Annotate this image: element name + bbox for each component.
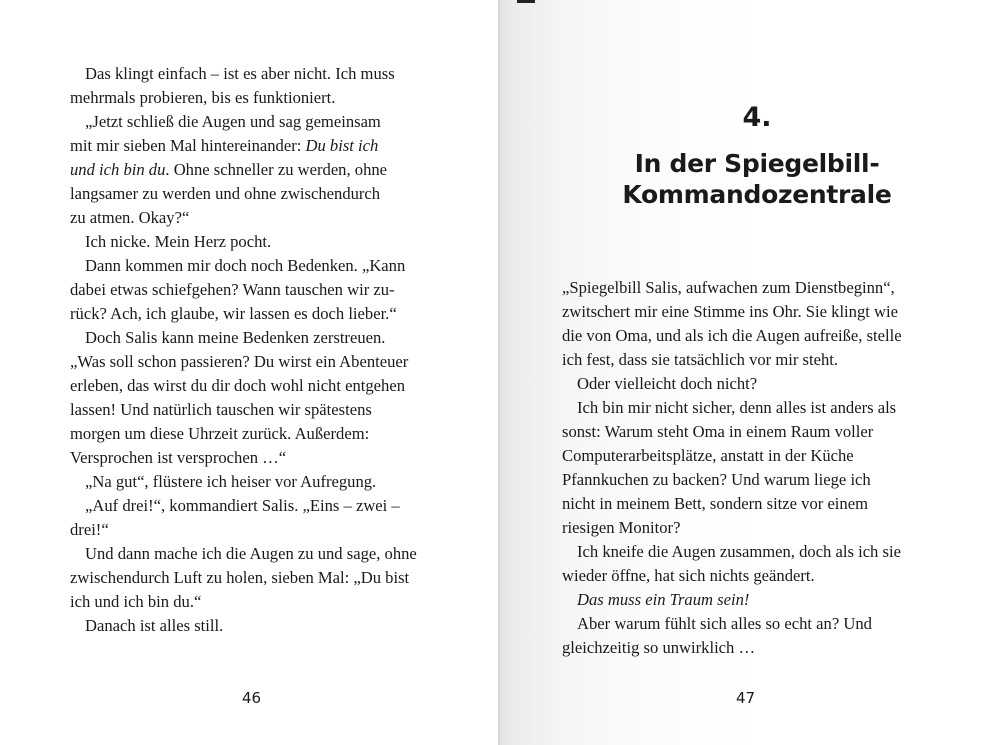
text-line: Das klingt einfach – ist es aber nicht. Ich muss <box>85 64 395 83</box>
text-line: Doch Salis kann meine Bedenken zerstreuen. <box>85 328 386 347</box>
text-line <box>70 160 387 180</box>
text-span: . Ohne schneller zu werden, ohne <box>165 160 388 179</box>
text-line: wieder öffne, hat sich nichts geändert. <box>562 566 815 585</box>
page-number: 47 <box>736 689 756 707</box>
text-line: Aber warum fühlt sich alles so echt an? Und <box>577 614 872 633</box>
chapter-title <box>498 148 1000 210</box>
text-line <box>70 136 378 156</box>
text-line: riesigen Monitor? <box>562 518 681 537</box>
text-line: mehrmals probieren, bis es funktioniert. <box>70 88 336 107</box>
text-line: Ich nicke. Mein Herz pocht. <box>85 232 272 251</box>
page-number: 46 <box>242 689 262 707</box>
text-line: „Was soll schon passieren? Du wirst ein Abenteuer <box>70 352 409 371</box>
text-line: Versprochen ist versprochen …“ <box>70 448 287 467</box>
chapter-title-line: Kommandozentrale <box>622 180 892 209</box>
italic-text-line: Das muss ein Traum sein! <box>577 590 750 609</box>
text-line: „Auf drei!“, kommandiert Salis. „Eins – zwei – <box>85 496 400 515</box>
text-line: ich fest, dass sie tatsächlich vor mir steht. <box>562 350 839 369</box>
top-mark <box>517 0 535 3</box>
text-line: „Jetzt schließ die Augen und sag gemeinsam <box>85 112 381 131</box>
italic-text: und ich bin du <box>70 160 166 179</box>
text-line: Ich bin mir nicht sicher, denn alles ist anders als <box>577 398 897 417</box>
text-line: langsamer zu werden und ohne zwischendurch <box>70 184 381 203</box>
text-line: zwischendurch Luft zu holen, sieben Mal: „Du bist <box>70 568 410 587</box>
text-line: erleben, das wirst du dir doch wohl nicht entgehen <box>70 376 406 395</box>
text-line: Dann kommen mir doch noch Bedenken. „Kann <box>85 256 406 275</box>
text-line: Pfannkuchen zu backen? Und warum liege ich <box>562 470 871 489</box>
text-line: gleichzeitig so unwirklich … <box>562 638 756 657</box>
text-line: Ich kneife die Augen zusammen, doch als ich sie <box>577 542 901 561</box>
text-line: nicht in meinem Bett, sondern sitze vor einem <box>562 494 868 513</box>
text-line: „Spiegelbill Salis, aufwachen zum Dienstbeginn“, <box>562 278 895 297</box>
text-line: die von Oma, und als ich die Augen aufreiße, stelle <box>562 326 902 345</box>
text-line: zu atmen. Okay?“ <box>70 208 190 227</box>
italic-text: Du bist ich <box>305 136 379 155</box>
right-page <box>498 0 1000 745</box>
text-line: lassen! Und natürlich tauschen wir spätestens <box>70 400 372 419</box>
chapter-title-line: In der Spiegelbill- <box>634 149 880 178</box>
text-line: Oder vielleicht doch nicht? <box>577 374 758 393</box>
text-line: dabei etwas schiefgehen? Wann tauschen wir zu- <box>70 280 395 299</box>
text-line: rück? Ach, ich glaube, wir lassen es doch lieber.“ <box>70 304 397 323</box>
text-line: drei!“ <box>70 520 109 539</box>
text-line: Computerarbeitsplätze, anstatt in der Küche <box>562 446 854 465</box>
text-line: ich und ich bin du.“ <box>70 592 202 611</box>
text-line: „Na gut“, flüstere ich heiser vor Aufregung. <box>85 472 377 491</box>
chapter-number: 4. <box>742 102 772 133</box>
text-line: sonst: Warum steht Oma in einem Raum voller <box>562 422 874 441</box>
left-page <box>0 0 498 745</box>
text-line: Und dann mache ich die Augen zu und sage, ohne <box>85 544 417 563</box>
text-line: Danach ist alles still. <box>85 616 224 635</box>
text-span: mit mir sieben Mal hintereinander: <box>70 136 306 155</box>
text-line: zwitschert mir eine Stimme ins Ohr. Sie klingt wie <box>562 302 898 321</box>
text-line: morgen um diese Uhrzeit zurück. Außerdem: <box>70 424 370 443</box>
